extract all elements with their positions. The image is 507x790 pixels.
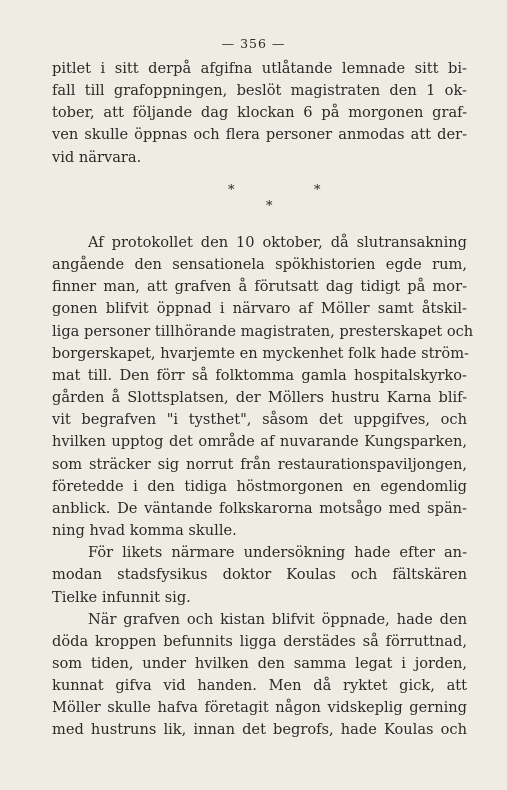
text-line: hvilken upptog det område af nuvarande Kungsparken,	[52, 433, 467, 451]
paragraph-1	[52, 58, 467, 169]
text-line: tober, att följande dag klockan 6 på morgonen graf-	[52, 104, 467, 122]
text-line: När grafven och kistan blifvit öppnade, hade den	[88, 610, 467, 628]
text-line: Tielke infunnit sig.	[52, 588, 191, 606]
section-separator	[0, 183, 507, 213]
text-line: mat till. Den förr så folktomma gamla hospitalskyrko-	[52, 366, 467, 384]
text-line: döda kroppen befunnits ligga derstädes så förruttnad,	[52, 632, 467, 650]
text-line: med hustruns lik, innan det begrofs, hade Koulas och	[52, 721, 467, 739]
text-line: vid närvara.	[52, 148, 142, 166]
text-line: anblick. De väntande folkskarorna motsågo med spän-	[52, 499, 467, 517]
text-line: pitlet i sitt derpå afgifna utlåtande lemnade sitt bi-	[52, 60, 467, 77]
text-line: För likets närmare undersökning hade efter an-	[88, 544, 467, 562]
text-line: vit begrafven "i tysthet", såsom det uppgifves, och	[52, 411, 467, 429]
asterisk: *	[266, 199, 273, 214]
page-number: — 356 —	[221, 36, 286, 51]
text-line: gonen blifvit öppnad i närvaro af Möller samt åtskil-	[52, 300, 467, 318]
text-line: ven skulle öppnas och flera personer anmodas att der-	[52, 126, 467, 144]
text-line: fall till grafoppningen, beslöt magistraten den 1 ok-	[52, 82, 467, 100]
text-line: kunnat gifva vid handen. Men då ryktet gick, att	[52, 677, 467, 695]
text-line: modan stadsfysikus doktor Koulas och fältskären	[52, 566, 467, 584]
text-line: Af protokollet den 10 oktober, då slutransakning	[88, 234, 467, 251]
text-line: gården å Slottsplatsen, der Möllers hustru Karna blif-	[52, 389, 467, 407]
text-line: ning hvad komma skulle.	[52, 522, 237, 540]
asterisk: *	[314, 183, 321, 198]
asterisk: *	[228, 183, 235, 198]
main-text	[52, 232, 474, 742]
text-line: borgerskapet, hvarjemte en myckenhet folk hade ström-	[52, 344, 469, 362]
text-line: finner man, att grafven å förutsatt dag tidigt på mor-	[52, 278, 467, 296]
text-line: som sträcker sig norrut från restaurationspaviljongen,	[52, 455, 467, 473]
text-line: som tiden, under hvilken den samma legat i jorden,	[52, 654, 467, 672]
text-line: liga personer tillhörande magistraten, presterskapet och	[52, 322, 474, 340]
text-line: företedde i den tidiga höstmorgonen en egendomlig	[52, 477, 467, 495]
text-line: angående den sensationela spökhistorien egde rum,	[52, 256, 467, 274]
text-line: Möller skulle hafva företagit någon vidskeplig gerning	[52, 699, 467, 717]
